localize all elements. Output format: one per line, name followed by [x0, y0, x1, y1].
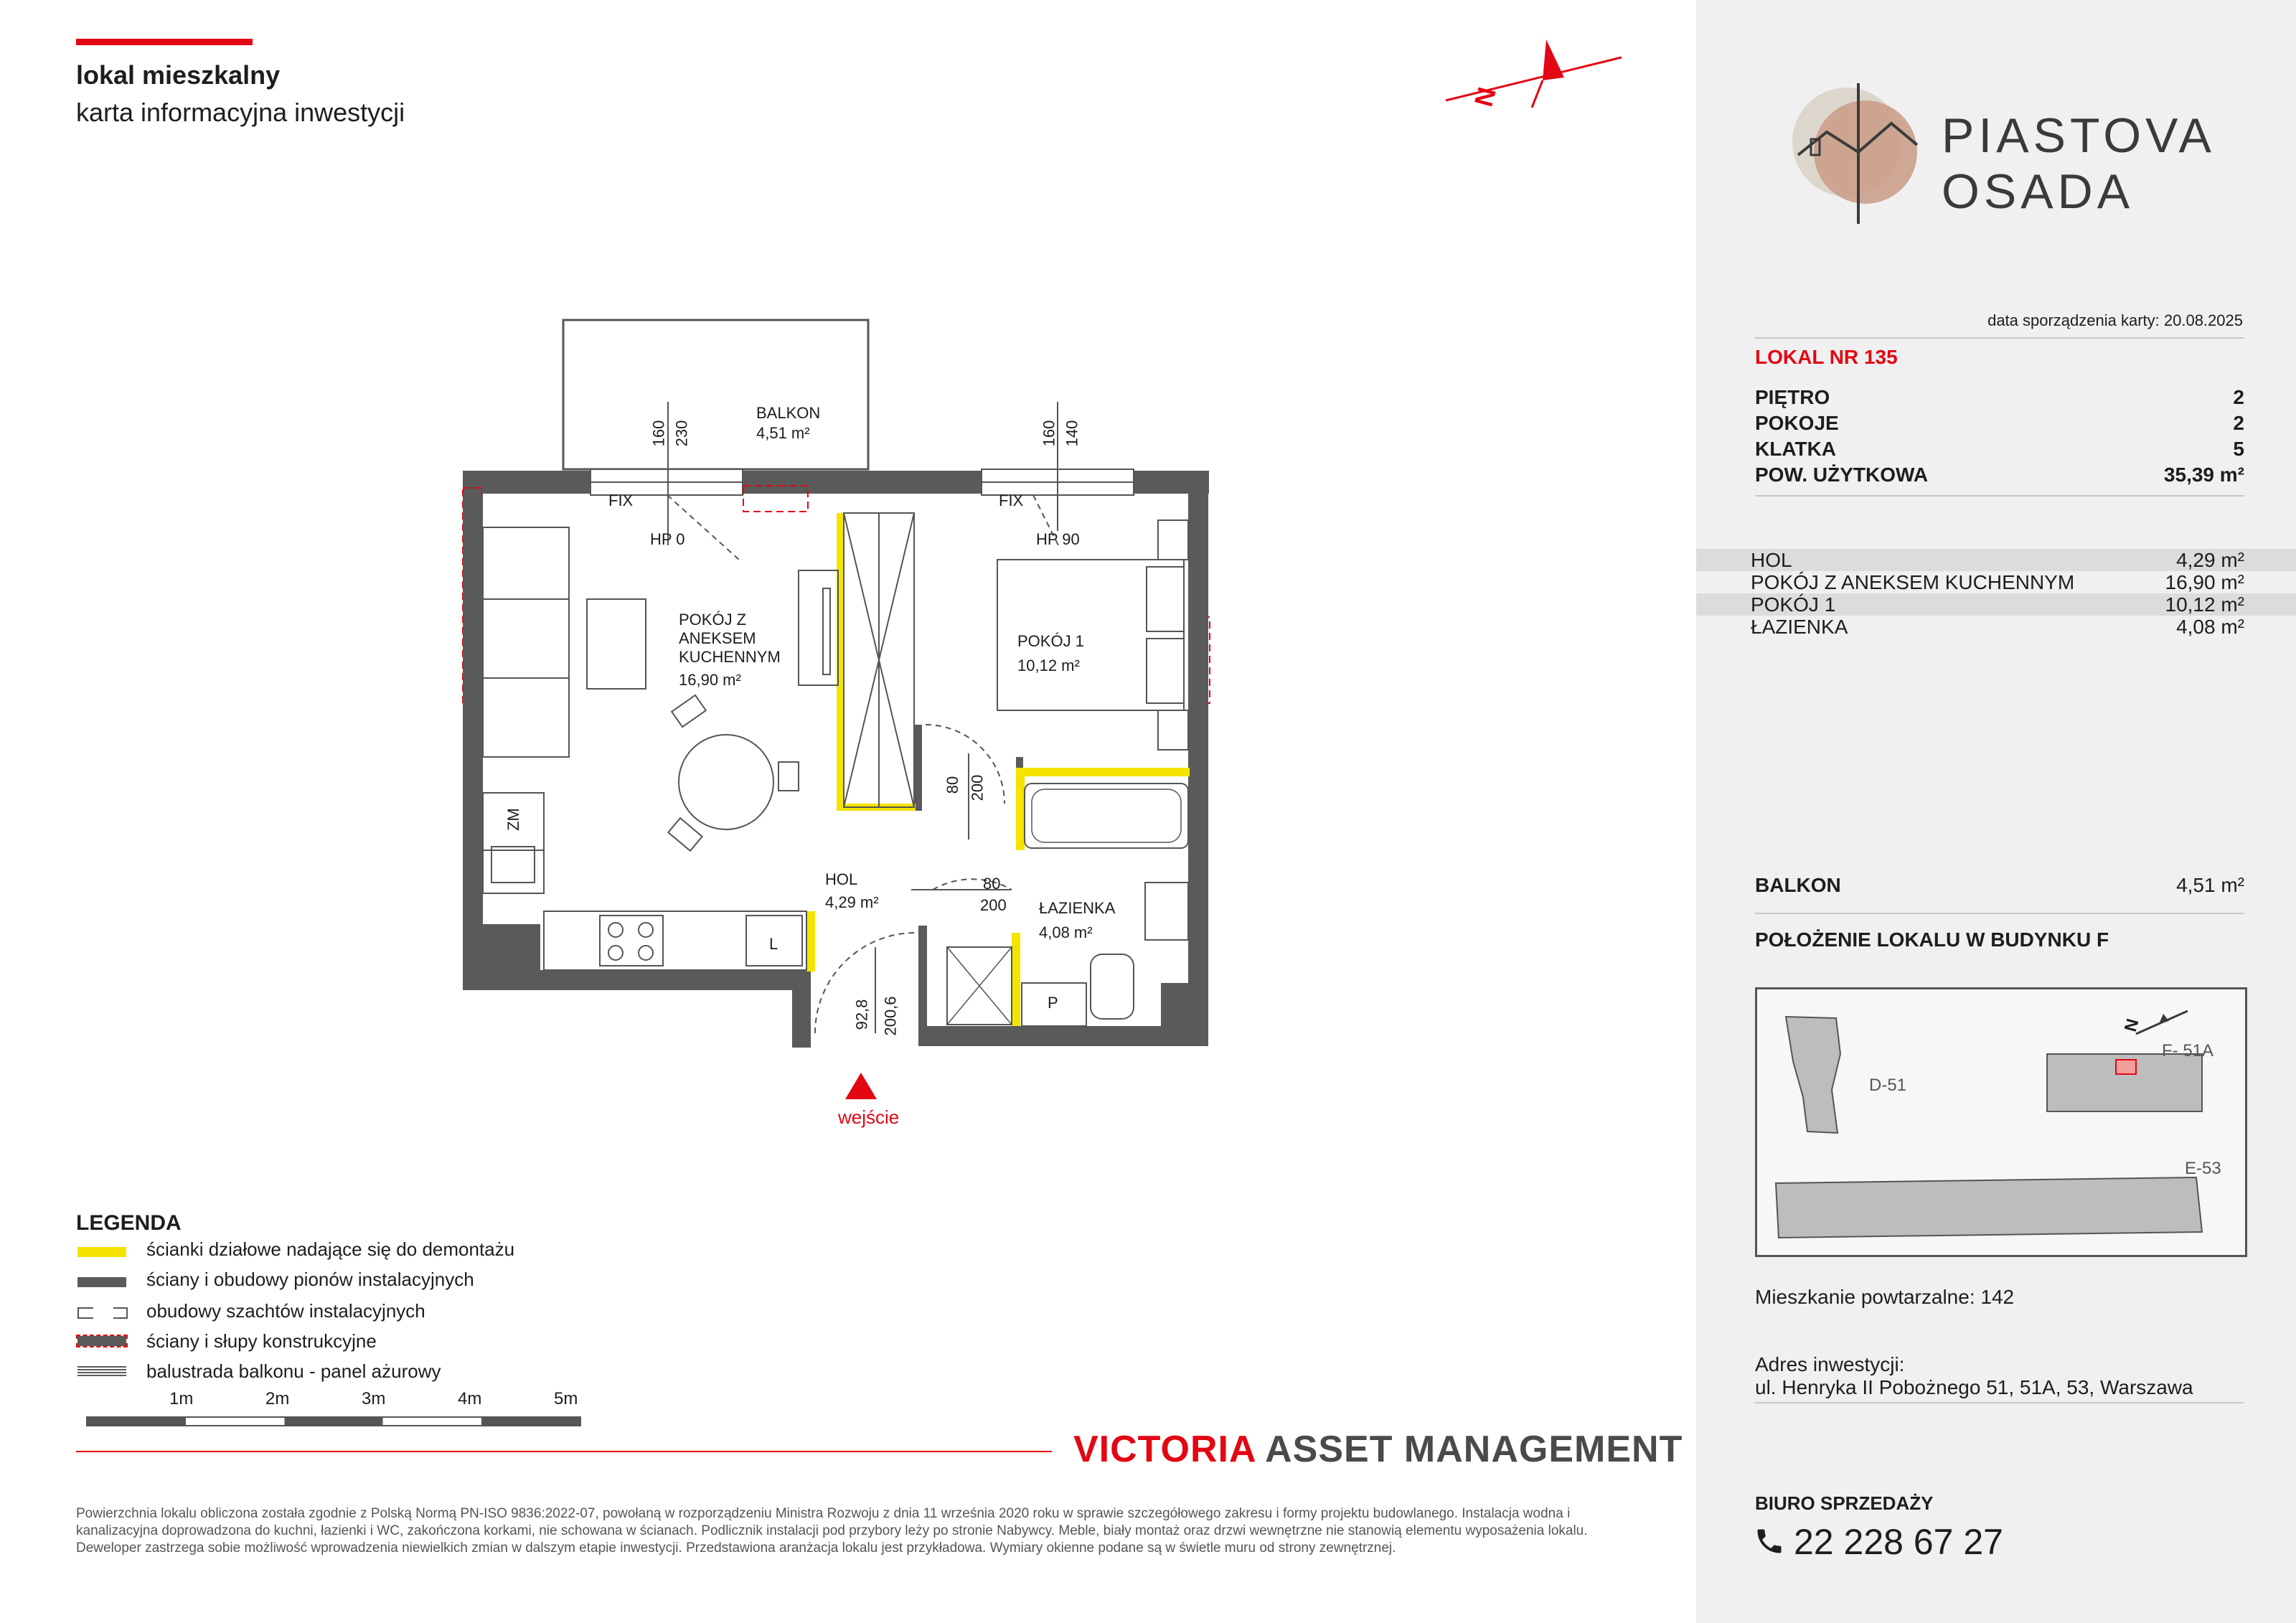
room-row-room1 [1696, 593, 2296, 616]
room-area: 4,08 m² [2176, 616, 2244, 638]
plan-room1-name: POKÓJ 1 [1017, 632, 1084, 650]
balcony-value: 4,51 m² [2176, 874, 2244, 896]
scale-label-5m: 5m [554, 1389, 578, 1408]
plan-bath-door-dim-a: 80 [983, 875, 1001, 893]
location-title: POŁOŻENIE LOKALU W BUDYNKU F [1755, 928, 2109, 951]
plan-balcony-area: 4,51 m² [756, 424, 810, 442]
plan-window1-dim-b: 230 [672, 420, 691, 447]
plan-zm-label: ZM [504, 808, 522, 831]
room-name: ŁAZIENKA [1751, 616, 1848, 638]
scale-bar [86, 1416, 581, 1426]
legend-item-5: balustrada balkonu - panel ażurowy [146, 1360, 441, 1382]
plan-hp0: HP 0 [650, 530, 685, 548]
field-floor [1755, 386, 2244, 409]
demolish-wall-2 [1016, 768, 1190, 776]
balcony-outline [563, 320, 868, 469]
plan-hol-area: 4,29 m² [825, 893, 879, 911]
room-area: 4,29 m² [2176, 549, 2244, 571]
plan-window2-dim-a: 160 [1040, 420, 1058, 447]
field-usable-area [1755, 464, 2244, 486]
address-label: Adres inwestycji: [1755, 1353, 1905, 1375]
legend-swatch-demolish [77, 1247, 126, 1257]
brand-name-line1: PIASTOVA [1942, 108, 2216, 163]
room-row-living [1696, 571, 2296, 593]
site-label-f: F- 51A [2162, 1041, 2214, 1060]
legend-swatch-railing [77, 1366, 126, 1376]
entrance-label: wejście [838, 1106, 900, 1128]
plan-balcony-name: BALKON [756, 404, 821, 422]
plan-fix-1: FIX [608, 491, 634, 509]
legend-item-4: ściany i słupy konstrukcyjne [146, 1330, 377, 1352]
room-row-bath [1696, 616, 2296, 638]
site-label-d: D-51 [1869, 1076, 1907, 1095]
field-rooms [1755, 412, 2244, 435]
unit-title: LOKAL NR 135 [1755, 346, 1898, 368]
legend-item-3: obudowy szachtów instalacyjnych [146, 1300, 425, 1322]
company-name-part1: VICTORIA [1073, 1429, 1256, 1470]
plan-bath-area: 4,08 m² [1039, 923, 1093, 941]
plan-hp90: HP 90 [1036, 530, 1080, 548]
plan-living-line3: KUCHENNYM [679, 648, 781, 666]
page-subtitle: karta informacyjna inwestycji [76, 98, 405, 127]
company-name-part2: ASSET MANAGEMENT [1265, 1429, 1683, 1470]
company-logo [1073, 1428, 1683, 1471]
field-staircase [1755, 438, 2244, 461]
tv-cabinet [799, 570, 838, 685]
plan-p-box: P [1048, 994, 1058, 1012]
room-name: HOL [1751, 549, 1792, 571]
footer-divider [76, 1451, 1052, 1452]
plan-hol-name: HOL [825, 870, 858, 888]
plan-living-line2: ANEKSEM [679, 629, 756, 647]
site-label-e: E-53 [2185, 1159, 2221, 1178]
plan-entry-dim-a: 92,8 [852, 999, 871, 1030]
plan-window1-dim-a: 160 [649, 420, 668, 447]
entrance-arrow-icon [845, 1073, 877, 1099]
legend-swatch-shaft [77, 1307, 93, 1319]
field-area-value: 35,39 m² [2163, 464, 2244, 486]
plan-bath-name: ŁAZIENKA [1039, 899, 1116, 917]
sales-phone[interactable]: 22 228 67 27 [1794, 1522, 2003, 1562]
room-area: 10,12 m² [2165, 593, 2244, 616]
sales-office-label: BIURO SPRZEDAŻY [1755, 1492, 1934, 1514]
header-accent-bar [76, 39, 253, 45]
dining-table [679, 735, 773, 829]
north-label: N [1468, 84, 1502, 110]
cooktop [600, 916, 663, 966]
outer-wall-left [463, 494, 483, 974]
disclaimer: Powierzchnia lokalu obliczona została zgodnie z Polską Normą PN-ISO 9836:2022-07, powołaną w rozporządzeniu Ministra Rozwoju z dnia 11 września 2020 roku w sprawie szczegółowego zakresu i formy projektu budowlanego. Instalacja wodna i kanalizacyjna doprowadzona do kuchni, łazienki i WC, zakończona korkami, nie schowana w ścianach. Podlicznik instalacji pod przybory leży po stronie Nabywcy. Meble, biały montaż oraz drzwi wewnętrzne nie stanowią elementu wyposażenia lokalu. Deweloper zastrzega sobie możliwość wprowadzenia niewielkich zmian w dalszym etapie inwestycji. Przedstawiona aranżacja lokalu jest przykładowa. Wymiary okienne podane są w świetle muru od strony zewnętrznej. [76, 1506, 1588, 1556]
plan-door1-dim-b: 200 [968, 774, 987, 801]
plan-l-box: L [769, 935, 778, 953]
outer-wall-right [1188, 494, 1208, 1046]
legend-title: LEGENDA [76, 1211, 182, 1235]
room-name: POKÓJ Z ANEKSEM KUCHENNYM [1751, 571, 2075, 593]
outer-wall-bottom-left [463, 970, 811, 990]
scale-label-3m: 3m [362, 1389, 386, 1408]
floor-plan [430, 29, 1650, 1148]
scale-label-4m: 4m [458, 1389, 482, 1408]
coffee-table [587, 599, 646, 689]
plan-living-area: 16,90 m² [679, 671, 741, 689]
plan-entry-dim-b: 200,6 [881, 996, 900, 1036]
plan-window2-dim-b: 140 [1063, 420, 1081, 447]
sofa [483, 527, 569, 757]
brand-name-line2: OSADA [1942, 164, 2135, 219]
phone-icon [1754, 1525, 1785, 1557]
plan-bath-door-dim-b: 200 [980, 896, 1007, 914]
field-rooms-label: POKOJE [1755, 412, 1839, 434]
field-rooms-value: 2 [2233, 412, 2244, 434]
field-staircase-value: 5 [2233, 438, 2244, 460]
plan-fix-2: FIX [999, 491, 1024, 509]
legend-item-1: ścianki działowe nadające się do demontażu [146, 1238, 515, 1260]
room-area: 16,90 m² [2165, 571, 2244, 593]
scale-label-2m: 2m [265, 1389, 290, 1408]
washbasin [1145, 883, 1188, 940]
field-area-label: POW. UŻYTKOWA [1755, 464, 1929, 486]
bathtub [1025, 784, 1188, 848]
plan-living-line1: POKÓJ Z [679, 611, 747, 629]
scale-label-1m: 1m [169, 1389, 194, 1408]
field-floor-label: PIĘTRO [1755, 386, 1830, 408]
legend-swatch-installation [77, 1277, 126, 1287]
card-date: data sporządzenia karty: 20.08.2025 [1987, 311, 2243, 329]
site-map [1755, 987, 2247, 1257]
balcony-row [1755, 874, 2244, 897]
toilet [1091, 954, 1134, 1019]
room-row-hol [1696, 549, 2296, 571]
legend-swatch-structural [77, 1336, 126, 1346]
legend-item-2: ściany i obudowy pionów instalacyjnych [146, 1269, 474, 1290]
field-staircase-label: KLATKA [1755, 438, 1837, 460]
balcony-label: BALKON [1755, 874, 1841, 896]
room-name: POKÓJ 1 [1751, 593, 1836, 616]
page-title: lokal mieszkalny [76, 60, 281, 90]
brand-logo-icon [1791, 83, 1920, 227]
plan-door1-dim-a: 80 [944, 776, 962, 794]
repeat-count: Mieszkanie powtarzalne: 142 [1755, 1286, 2015, 1308]
site-north-label: N [2120, 1017, 2143, 1034]
plan-room1-area: 10,12 m² [1017, 657, 1080, 674]
address-value: ul. Henryka II Pobożnego 51, 51A, 53, Warszawa [1755, 1376, 2193, 1398]
field-floor-value: 2 [2233, 386, 2244, 408]
